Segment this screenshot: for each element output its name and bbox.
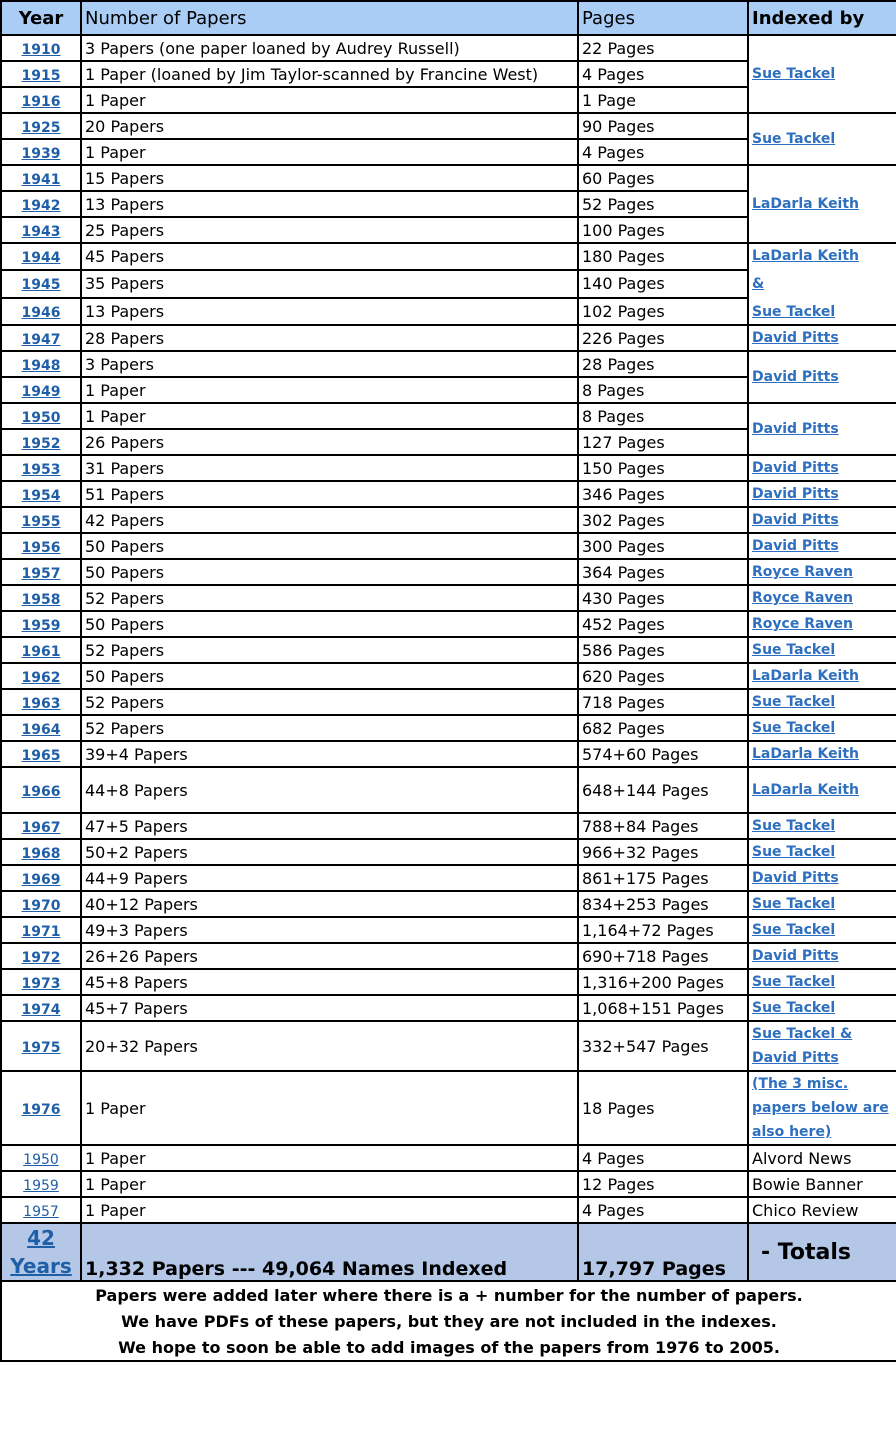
pages-cell: 648+144 Pages	[578, 767, 748, 813]
papers-cell: 50 Papers	[81, 533, 578, 559]
papers-cell: 52 Papers	[81, 689, 578, 715]
pages-cell: 102 Pages	[578, 298, 748, 325]
indexer-link[interactable]: LaDarla Keith	[752, 782, 860, 798]
pages-cell: 22 Pages	[578, 35, 748, 61]
table-row	[1, 715, 896, 741]
table-row	[1, 1197, 896, 1223]
total-pages: 17,797 Pages	[578, 1223, 748, 1281]
note-text: Papers were added later where there is a + number for the number of papers.	[1, 1281, 896, 1308]
header-indexed-by: Indexed by	[748, 1, 896, 35]
pages-cell: 4 Pages	[578, 1197, 748, 1223]
table-row	[1, 585, 896, 611]
papers-cell: 49+3 Papers	[81, 917, 578, 943]
note-text: We hope to soon be able to add images of the papers from 1976 to 2005.	[1, 1334, 896, 1361]
indexer-ampersand-link[interactable]: &	[752, 276, 765, 292]
indexer-link[interactable]: David Pitts	[752, 330, 839, 346]
indexer-link[interactable]: LaDarla Keith	[752, 668, 860, 684]
papers-cell: 45+7 Papers	[81, 995, 578, 1021]
table-row	[1, 113, 896, 139]
papers-cell: 1 Paper	[81, 1145, 578, 1171]
indexer-link[interactable]: David Pitts	[752, 538, 839, 554]
table-row	[1, 741, 896, 767]
papers-cell: 52 Papers	[81, 715, 578, 741]
total-years-number[interactable]: 42	[27, 1226, 55, 1250]
table-row	[1, 663, 896, 689]
indexer-link[interactable]: Sue Tackel	[752, 304, 836, 320]
pages-cell: 682 Pages	[578, 715, 748, 741]
papers-cell: 13 Papers	[81, 191, 578, 217]
table-row	[1, 455, 896, 481]
papers-cell: 15 Papers	[81, 165, 578, 191]
year-link[interactable]: 1967	[21, 819, 61, 836]
pages-cell: 620 Pages	[578, 663, 748, 689]
papers-cell: 1 Paper	[81, 377, 578, 403]
table-row	[1, 325, 896, 351]
pages-cell: 4 Pages	[578, 61, 748, 87]
table-row	[1, 891, 896, 917]
note-text: We have PDFs of these papers, but they are not included in the indexes.	[1, 1308, 896, 1334]
pages-cell: 4 Pages	[578, 1145, 748, 1171]
pages-cell: 60 Pages	[578, 165, 748, 191]
year-link[interactable]: 1957	[21, 565, 61, 582]
year-link[interactable]: 1950	[21, 409, 61, 426]
papers-cell: 26 Papers	[81, 429, 578, 455]
year-link[interactable]: 1954	[21, 487, 61, 504]
table-row	[1, 243, 896, 270]
year-link[interactable]: 1955	[21, 513, 61, 530]
indexer-link[interactable]: David Pitts	[752, 1050, 839, 1066]
papers-cell: 45+8 Papers	[81, 969, 578, 995]
indexer-link[interactable]: Sue Tackel	[752, 642, 836, 658]
year-link[interactable]: 1974	[21, 1001, 61, 1018]
table-row	[1, 865, 896, 891]
indexer-link[interactable]: Royce Raven	[752, 590, 854, 606]
year-link[interactable]: 1952	[21, 435, 61, 452]
papers-cell: 50 Papers	[81, 611, 578, 637]
papers-cell: 44+8 Papers	[81, 767, 578, 813]
indexer-link[interactable]: David Pitts	[752, 486, 839, 502]
papers-cell: 13 Papers	[81, 298, 578, 325]
table-row	[1, 559, 896, 585]
header-papers: Number of Papers	[81, 1, 578, 35]
year-link[interactable]: 1972	[21, 949, 61, 966]
papers-cell: 50 Papers	[81, 663, 578, 689]
table-row	[1, 533, 896, 559]
papers-cell: 51 Papers	[81, 481, 578, 507]
indexer-link[interactable]: Royce Raven	[752, 564, 854, 580]
year-link[interactable]: 1976	[21, 1101, 61, 1118]
year-link[interactable]: 1950	[23, 1151, 59, 1168]
table-row	[1, 165, 896, 191]
table-row	[1, 1145, 896, 1171]
table-row	[1, 351, 896, 377]
table-row	[1, 481, 896, 507]
year-link[interactable]: 1910	[21, 41, 61, 58]
table-row	[1, 689, 896, 715]
pages-cell: 332+547 Pages	[578, 1021, 748, 1071]
year-link[interactable]: 1947	[21, 331, 61, 348]
year-link[interactable]: 1965	[21, 747, 61, 764]
pages-cell: 18 Pages	[578, 1071, 748, 1145]
table-row	[1, 767, 896, 813]
indexer-link[interactable]: David Pitts	[752, 460, 839, 476]
totals-row	[1, 1223, 896, 1281]
year-link[interactable]: 1958	[21, 591, 61, 608]
indexer-link[interactable]: LaDarla Keith	[752, 746, 860, 762]
note-row	[1, 1308, 896, 1334]
year-link[interactable]: 1968	[21, 845, 61, 862]
year-link[interactable]: 1945	[21, 277, 61, 294]
pages-cell: 90 Pages	[578, 113, 748, 139]
year-link[interactable]: 1948	[21, 357, 61, 374]
year-link[interactable]: 1949	[21, 383, 61, 400]
pages-cell: 586 Pages	[578, 637, 748, 663]
pages-cell: 1,316+200 Pages	[578, 969, 748, 995]
indexer-link[interactable]: Sue Tackel	[752, 1000, 836, 1016]
indexer-link[interactable]: David Pitts	[752, 421, 839, 437]
year-link[interactable]: 1925	[21, 119, 61, 136]
pages-cell: 52 Pages	[578, 191, 748, 217]
papers-cell: 25 Papers	[81, 217, 578, 243]
year-link[interactable]: 1975	[21, 1039, 61, 1056]
table-row	[1, 403, 896, 429]
year-link[interactable]: 1953	[21, 461, 61, 478]
table-row	[1, 969, 896, 995]
indexer-link[interactable]: Sue Tackel	[752, 694, 836, 710]
pages-cell: 12 Pages	[578, 1171, 748, 1197]
year-link[interactable]: 1969	[21, 871, 61, 888]
papers-cell: 28 Papers	[81, 325, 578, 351]
papers-cell: 1 Paper	[81, 87, 578, 113]
indexer-link[interactable]: Sue Tackel	[752, 922, 836, 938]
year-link[interactable]: 1946	[21, 304, 61, 321]
table-row	[1, 611, 896, 637]
indexer-link[interactable]: Sue Tackel &	[752, 1026, 853, 1042]
indexer-link[interactable]: David Pitts	[752, 948, 839, 964]
year-link[interactable]: 1942	[21, 197, 61, 214]
table-row	[1, 35, 896, 61]
pages-cell: 364 Pages	[578, 559, 748, 585]
papers-cell: 39+4 Papers	[81, 741, 578, 767]
papers-cell: 47+5 Papers	[81, 813, 578, 839]
indexer-link[interactable]: Sue Tackel	[752, 720, 836, 736]
pages-cell: 452 Pages	[578, 611, 748, 637]
newspaper-name: Alvord News	[748, 1145, 896, 1171]
papers-cell: 44+9 Papers	[81, 865, 578, 891]
table-row	[1, 1071, 896, 1145]
newspaper-name: Chico Review	[748, 1197, 896, 1223]
pages-cell: 140 Pages	[578, 270, 748, 297]
indexer-link[interactable]: Royce Raven	[752, 616, 854, 632]
papers-cell: 26+26 Papers	[81, 943, 578, 969]
year-link[interactable]: 1959	[21, 617, 61, 634]
pages-cell: 150 Pages	[578, 455, 748, 481]
header-row	[1, 1, 896, 35]
indexer-link[interactable]: David Pitts	[752, 870, 839, 886]
pages-cell: 8 Pages	[578, 377, 748, 403]
pages-cell: 300 Pages	[578, 533, 748, 559]
pages-cell: 718 Pages	[578, 689, 748, 715]
pages-cell: 1 Page	[578, 87, 748, 113]
pages-cell: 226 Pages	[578, 325, 748, 351]
papers-cell: 1 Paper	[81, 1071, 578, 1145]
misc-papers-note-link[interactable]: also here)	[752, 1124, 832, 1140]
year-link[interactable]: 1970	[21, 897, 61, 914]
papers-cell: 31 Papers	[81, 455, 578, 481]
pages-cell: 690+718 Pages	[578, 943, 748, 969]
pages-cell: 8 Pages	[578, 403, 748, 429]
papers-cell: 3 Papers (one paper loaned by Audrey Russell)	[81, 35, 578, 61]
note-row	[1, 1334, 896, 1361]
indexer-link[interactable]: LaDarla Keith	[752, 196, 860, 212]
pages-cell: 302 Pages	[578, 507, 748, 533]
papers-cell: 40+12 Papers	[81, 891, 578, 917]
table-row	[1, 1021, 896, 1071]
year-link[interactable]: 1943	[21, 223, 61, 240]
indexer-link[interactable]: Sue Tackel	[752, 131, 836, 147]
papers-cell: 1 Paper	[81, 403, 578, 429]
header-pages: Pages	[578, 1, 748, 35]
pages-cell: 100 Pages	[578, 217, 748, 243]
year-link[interactable]: 1961	[21, 643, 61, 660]
pages-cell: 4 Pages	[578, 139, 748, 165]
indexer-link[interactable]: Sue Tackel	[752, 818, 836, 834]
pages-cell: 1,068+151 Pages	[578, 995, 748, 1021]
papers-cell: 45 Papers	[81, 243, 578, 270]
year-link[interactable]: 1959	[23, 1177, 59, 1194]
year-link[interactable]: 1966	[21, 783, 61, 800]
year-link[interactable]: 1916	[21, 93, 61, 110]
papers-cell: 52 Papers	[81, 585, 578, 611]
year-link[interactable]: 1915	[21, 67, 61, 84]
note-row	[1, 1281, 896, 1308]
pages-cell: 180 Pages	[578, 243, 748, 270]
indexer-link[interactable]: Sue Tackel	[752, 844, 836, 860]
table-row	[1, 995, 896, 1021]
year-link[interactable]: 1956	[21, 539, 61, 556]
papers-cell: 50+2 Papers	[81, 839, 578, 865]
table-row	[1, 507, 896, 533]
papers-cell: 52 Papers	[81, 637, 578, 663]
pages-cell: 574+60 Pages	[578, 741, 748, 767]
pages-cell: 346 Pages	[578, 481, 748, 507]
papers-cell: 20+32 Papers	[81, 1021, 578, 1071]
indexer-link[interactable]: Sue Tackel	[752, 66, 836, 82]
pages-cell: 861+175 Pages	[578, 865, 748, 891]
year-link[interactable]: 1963	[21, 695, 61, 712]
pages-cell: 127 Pages	[578, 429, 748, 455]
indexer-link[interactable]: David Pitts	[752, 369, 839, 385]
header-year: Year	[1, 1, 81, 35]
year-link[interactable]: 1957	[23, 1203, 59, 1220]
year-link[interactable]: 1971	[21, 923, 61, 940]
indexer-link[interactable]: LaDarla Keith	[752, 248, 860, 264]
year-link[interactable]: 1973	[21, 975, 61, 992]
pages-cell: 28 Pages	[578, 351, 748, 377]
table-row	[1, 637, 896, 663]
indexer-link[interactable]: Sue Tackel	[752, 974, 836, 990]
papers-cell: 1 Paper (loaned by Jim Taylor-scanned by Francine West)	[81, 61, 578, 87]
year-link[interactable]: 1964	[21, 721, 61, 738]
table-row	[1, 813, 896, 839]
papers-cell: 1 Paper	[81, 139, 578, 165]
year-link[interactable]: 1962	[21, 669, 61, 686]
year-link[interactable]: 1944	[21, 250, 61, 267]
pages-cell: 966+32 Pages	[578, 839, 748, 865]
papers-cell: 1 Paper	[81, 1171, 578, 1197]
papers-cell: 3 Papers	[81, 351, 578, 377]
table-row	[1, 917, 896, 943]
misc-papers-note-link[interactable]: (The 3 misc.	[752, 1076, 849, 1092]
papers-cell: 50 Papers	[81, 559, 578, 585]
totals-label: - Totals	[748, 1223, 896, 1281]
total-years-label[interactable]: Years	[10, 1254, 72, 1278]
papers-cell: 42 Papers	[81, 507, 578, 533]
indexer-link[interactable]: Sue Tackel	[752, 896, 836, 912]
pages-cell: 834+253 Pages	[578, 891, 748, 917]
papers-cell: 35 Papers	[81, 270, 578, 297]
table-row	[1, 943, 896, 969]
year-link[interactable]: 1941	[21, 171, 61, 188]
pages-cell: 430 Pages	[578, 585, 748, 611]
pages-cell: 788+84 Pages	[578, 813, 748, 839]
misc-papers-note-link[interactable]: papers below are	[752, 1100, 889, 1116]
newspaper-name: Bowie Banner	[748, 1171, 896, 1197]
year-link[interactable]: 1939	[21, 145, 61, 162]
indexer-link[interactable]: David Pitts	[752, 512, 839, 528]
pages-cell: 1,164+72 Pages	[578, 917, 748, 943]
papers-cell: 1 Paper	[81, 1197, 578, 1223]
table-row	[1, 1171, 896, 1197]
table-row	[1, 839, 896, 865]
papers-cell: 20 Papers	[81, 113, 578, 139]
total-papers: 1,332 Papers --- 49,064 Names Indexed	[81, 1223, 578, 1281]
